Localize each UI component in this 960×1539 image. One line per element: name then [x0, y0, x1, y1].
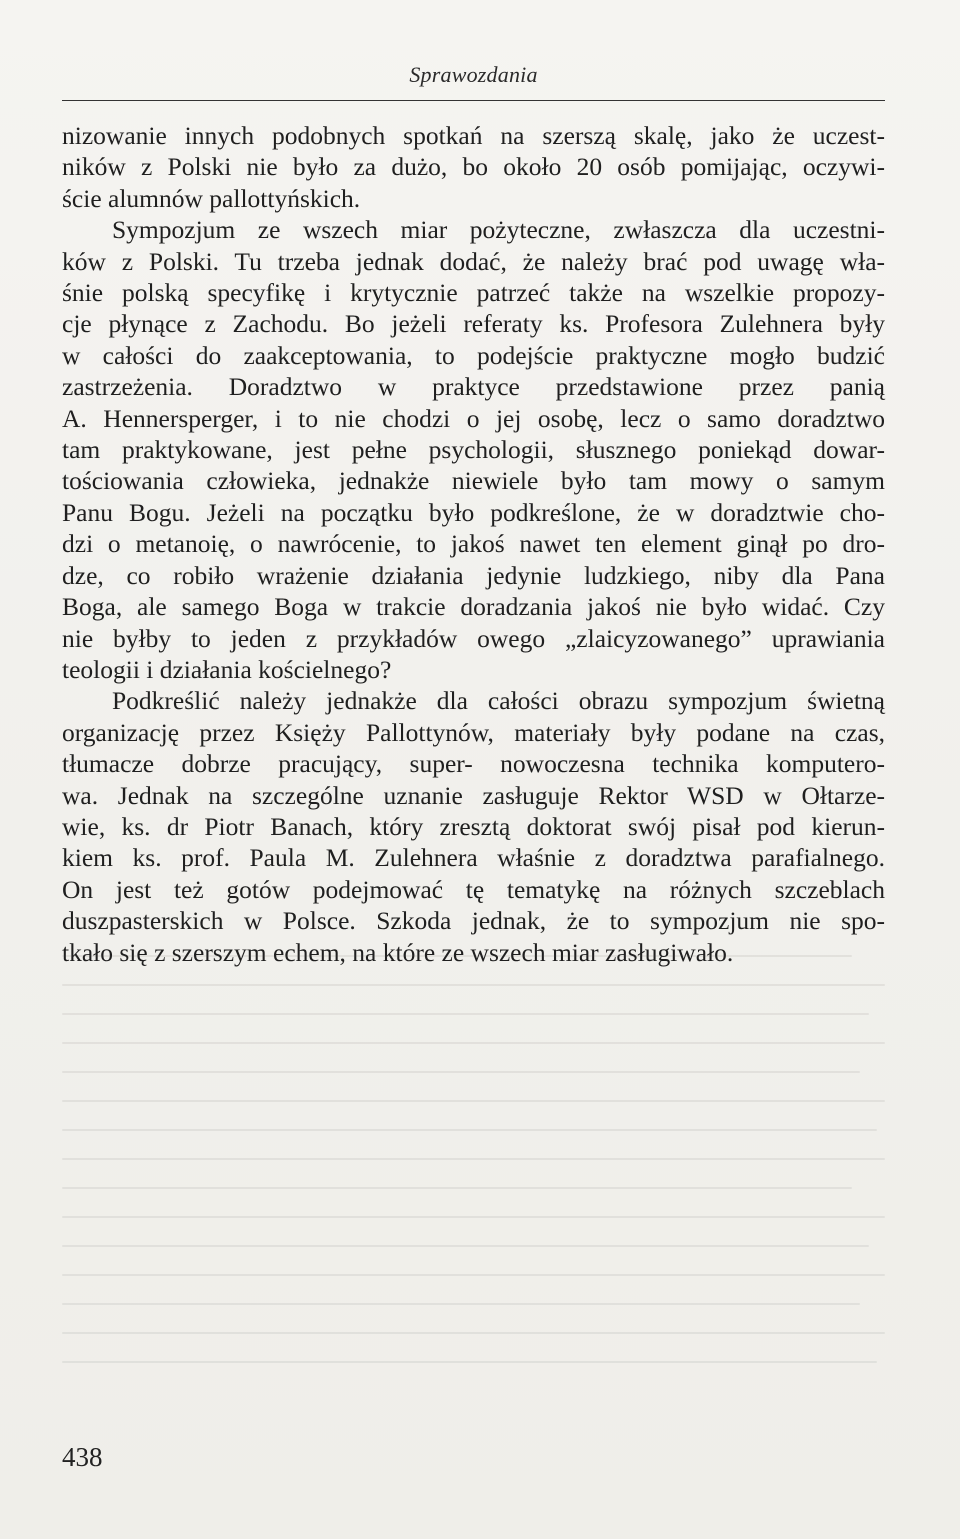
text-line: teologii i działania kościelnego? [62, 654, 392, 684]
paragraph-start-line: Sympozjum ze wszech miar pożyteczne, zwłaszcza dla uczestni- [112, 215, 885, 245]
page-number: 438 [62, 1442, 103, 1472]
text-line: śnie polską specyfikę i krytycznie patrzeć także na wszelkie propozy- [62, 278, 885, 308]
text-line: Boga, ale samego Boga w trakcie doradzania jakoś nie było widać. Czy [62, 592, 885, 622]
text-line: organizację przez Księży Pallottynów, materiały były podane na czas, [62, 717, 885, 747]
text-line: nie byłby to jeden z przykładów owego „zlaicyzowanego” uprawiania [62, 623, 885, 653]
text-line: duszpasterskich w Polsce. Szkoda jednak, że to sympozjum nie spo- [62, 906, 885, 936]
text-line: cje płynące z Zachodu. Bo jeżeli referaty ks. Profesora Zulehnera były [62, 309, 885, 339]
text-line: Panu Bogu. Jeżeli na początku było podkreślone, że w doradztwie cho- [62, 497, 885, 527]
text-line: dze, co robiło wrażenie działania jedynie ludzkiego, niby dla Pana [62, 560, 885, 590]
text-line: ków z Polski. Tu trzeba jednak dodać, że należy brać pod uwagę wła- [62, 246, 885, 276]
text-line: On jest też gotów podejmować tę tematykę na różnych szczeblach [62, 874, 885, 904]
article-body [62, 120, 885, 968]
show-through-texture [62, 955, 885, 1385]
text-line: nizowanie innych podobnych spotkań na szerszą skalę, jako że uczest- [62, 121, 885, 150]
text-line: tkało się z szerszym echem, na które ze wszech miar zasługiwało. [62, 937, 734, 967]
text-line: w całości do zaakceptowania, to podejście praktyczne mogło budzić [62, 340, 885, 370]
text-line: tam praktykowane, jest pełne psychologii, słusznego poniekąd dowar- [62, 435, 885, 465]
header-rule [62, 100, 885, 101]
text-line: dzi o metanoię, o nawrócenie, to jakoś nawet ten element ginął po dro- [62, 529, 885, 559]
text-line: ście alumnów pallottyńskich. [62, 183, 361, 213]
text-line: tościowania człowieka, jednakże niewiele było tam mowy o samym [62, 466, 885, 496]
text-line: ników z Polski nie było za dużo, bo około 20 osób pomijając, oczywi- [62, 152, 885, 182]
text-line: zastrzeżenia. Doradztwo w praktyce przedstawione przez panią [62, 372, 885, 402]
running-head: Sprawozdania [409, 62, 538, 87]
paragraph-start-line: Podkreślić należy jednakże dla całości obrazu sympozjum świetną [112, 686, 885, 716]
text-line: A. Hennersperger, i to nie chodzi o jej osobę, lecz o samo doradztwo [62, 403, 885, 433]
text-line: wie, ks. dr Piotr Banach, który zresztą doktorat swój pisał pod kierun- [62, 811, 885, 841]
text-line: kiem ks. prof. Paula M. Zulehnera właśnie z doradztwa parafialnego. [62, 843, 885, 873]
text-line: tłumacze dobrze pracujący, super- nowoczesna technika komputero- [62, 749, 885, 779]
text-line: wa. Jednak na szczególne uznanie zasługuje Rektor WSD w Ołtarze- [62, 780, 885, 810]
